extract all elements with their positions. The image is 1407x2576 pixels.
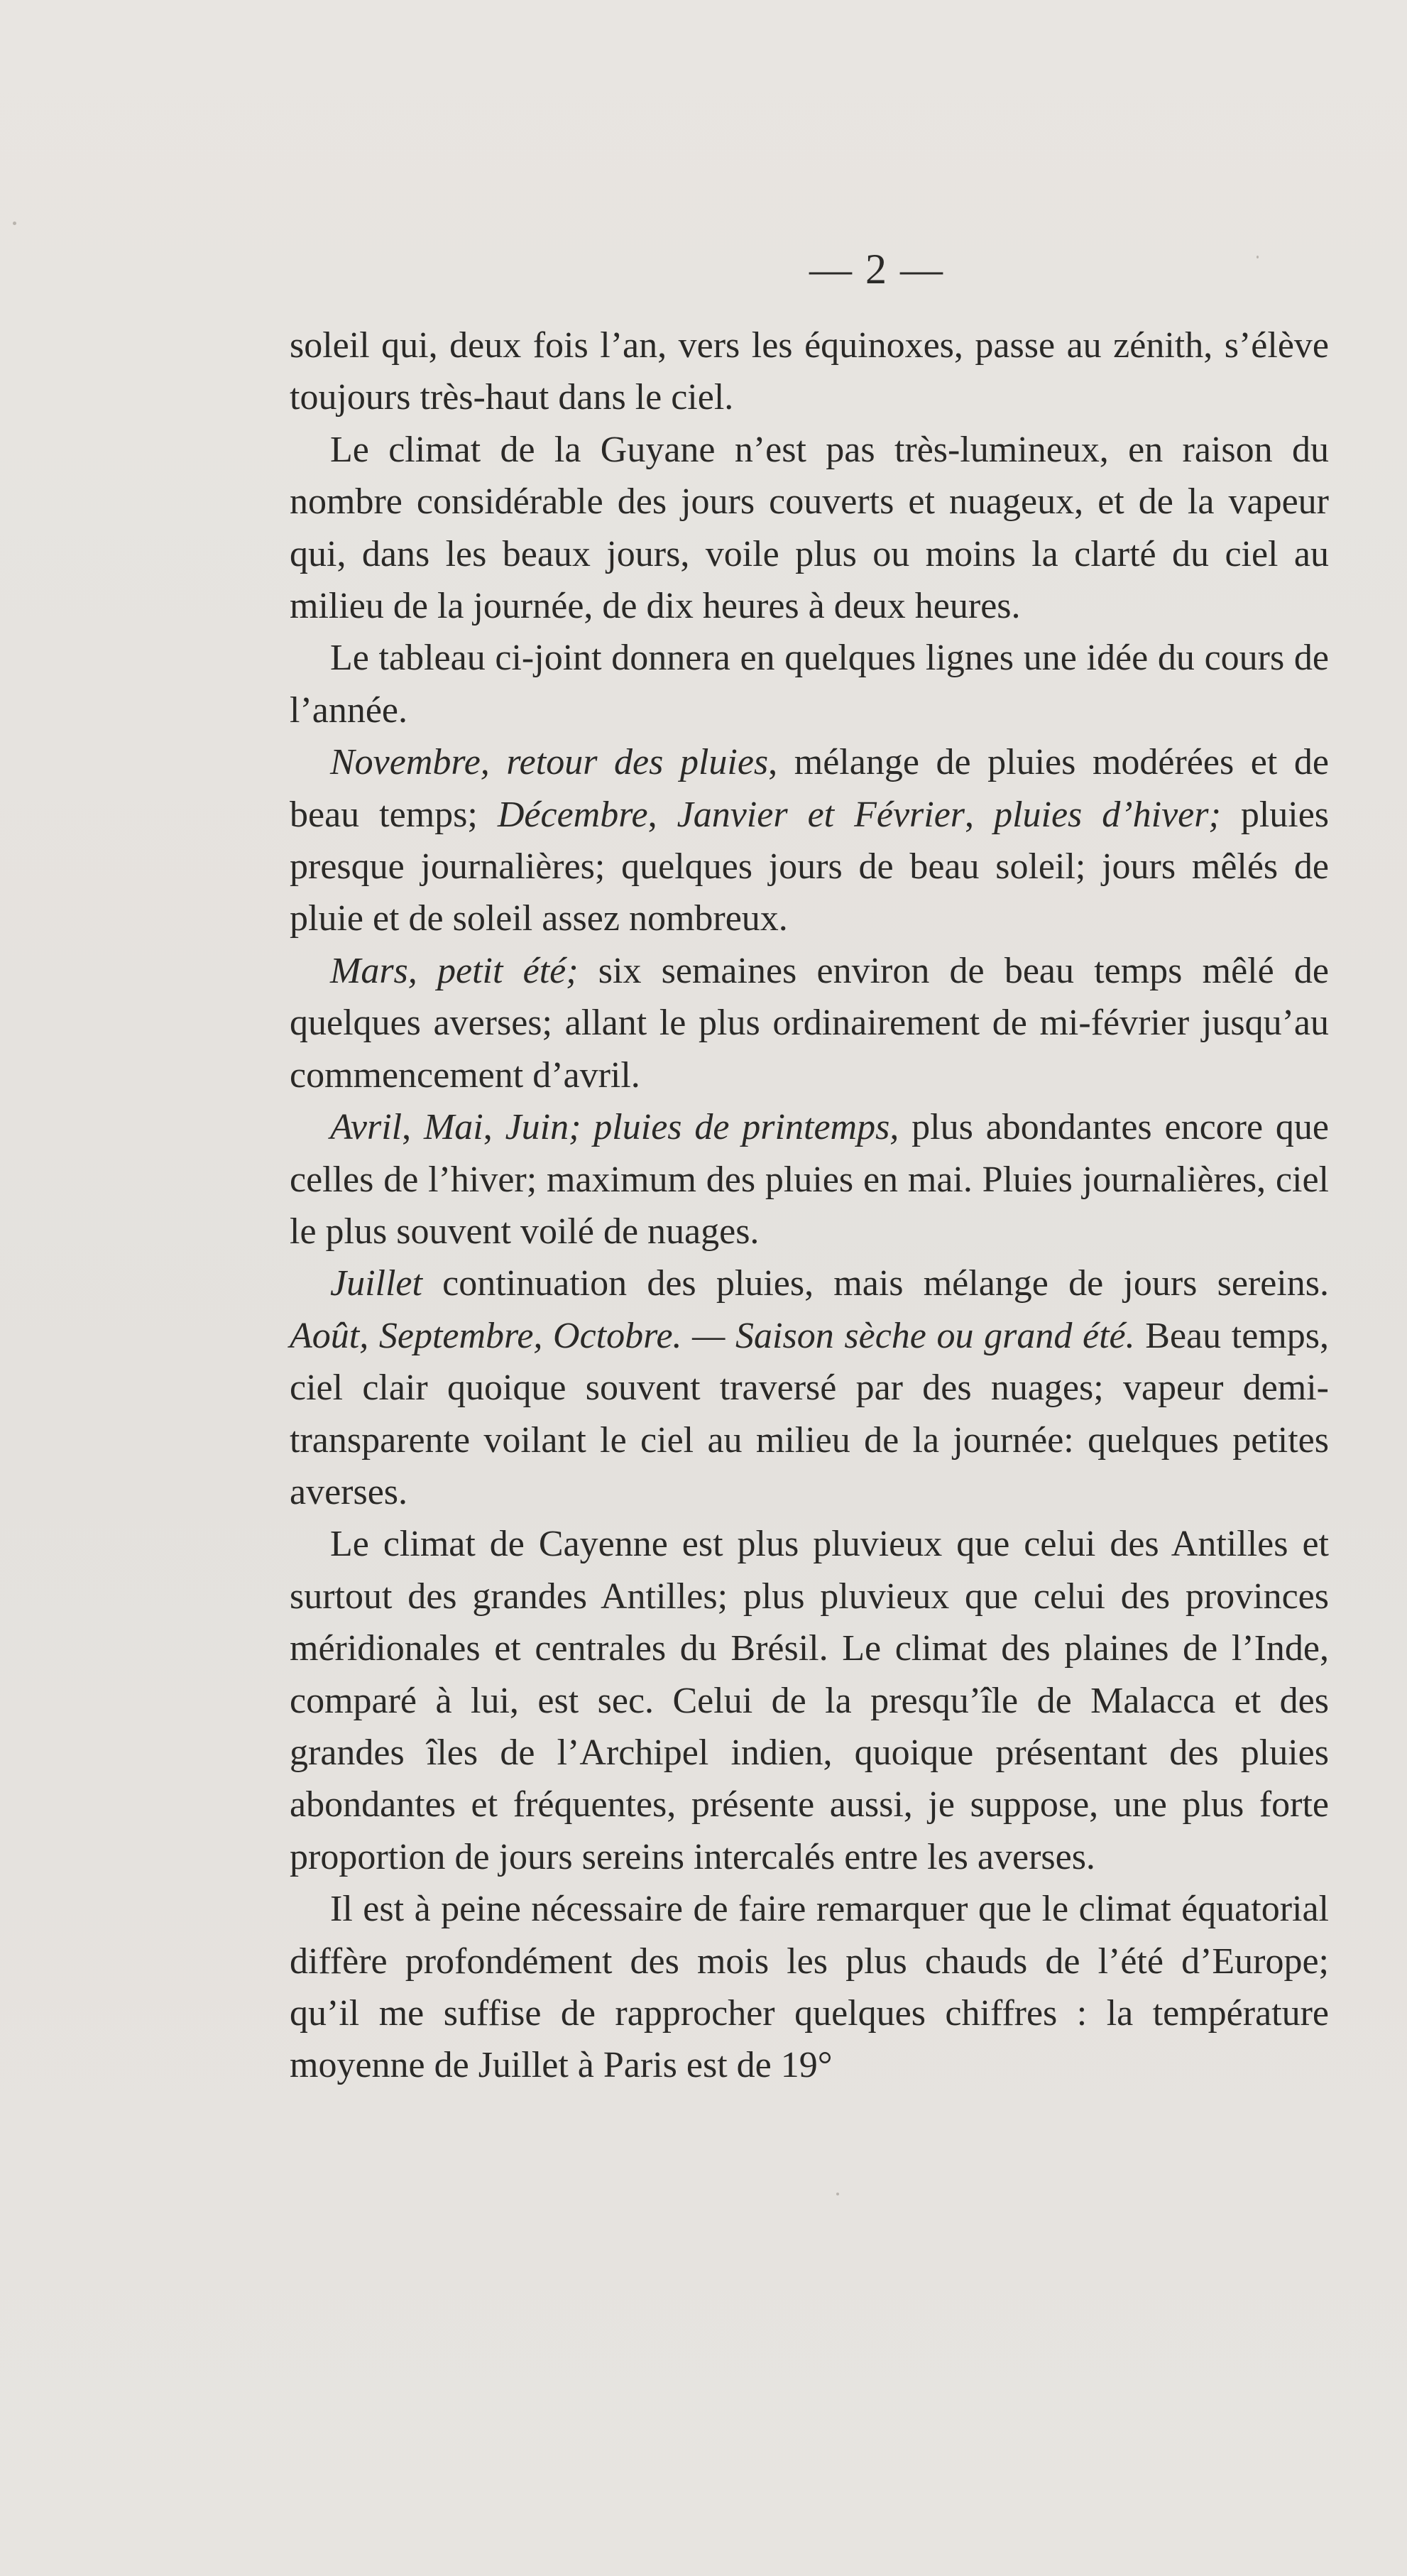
text-run: pluies presque journalières; quelques jours de beau soleil; jours mêlés de pluie et de soleil assez nombreux. [290, 794, 1330, 939]
text-run: Le tableau ci-joint donnera en quelques lignes une idée du cours de l’année. [290, 638, 1329, 731]
paragraph-p2 [290, 424, 1329, 633]
body-text [290, 320, 1329, 2092]
italic-text: Mai [423, 1107, 483, 1148]
paragraph-p5 [290, 945, 1329, 1101]
text-run: , [647, 794, 677, 835]
paragraph-p6 [290, 1101, 1329, 1257]
page-number: — 2 — [809, 246, 944, 293]
text-run: , [402, 1107, 424, 1148]
paragraph-p1 [290, 320, 1329, 424]
paper-speck [13, 222, 16, 225]
italic-text: Juillet [330, 1263, 422, 1304]
italic-text: Août, Septembre, Octobre. — Saison sèche ou grand été. [290, 1315, 1135, 1356]
paragraph-p8 [290, 1518, 1329, 1883]
text-run: Le climat de la Guyane n’est pas très-lumineux, en raison du nombre considérable des jours couverts et nuageux, et de la vapeur qui, dans les beaux jours, voile plus ou moins la clarté du ciel au milieu de la journée, de dix heures à deux heures. [290, 429, 1329, 627]
paragraph-p9 [290, 1883, 1329, 2092]
italic-text: Janvier et Février [677, 794, 965, 835]
text-run: , [483, 1107, 505, 1148]
text-run: continuation des pluies, mais mélange de jours sereins. [422, 1263, 1329, 1304]
text-run: , [965, 794, 995, 835]
text-run: , mélange de pluies modérées et de beau temps; [290, 742, 1329, 835]
text-run: Le climat de Cayenne est plus pluvieux que celui des Antilles et surtout des grandes Antilles; plus pluvieux que celui des provinces méridionales et centrales du Brésil. Le climat des plaines de l’Inde, comparé à lui, est sec. Celui de la presqu’île de Malacca et des grandes îles de l’Archipel indien, quoique présentant des pluies abondantes et fréquentes, présente aussi, je suppose, une plus forte proportion de jours sereins intercalés entre les averses. [290, 1524, 1329, 1877]
text-run: six semaines environ de beau temps mêlé de quelques averses; allant le plus ordinairement de mi-février jusqu’au commencement d’avril. [290, 950, 1329, 1096]
italic-text: Mars, petit été; [330, 950, 579, 991]
italic-text: Novembre, retour des pluies [330, 742, 769, 783]
italic-text: Juin; pluies de printemps, [505, 1107, 899, 1148]
text-run: soleil qui, deux fois l’an, vers les équinoxes, passe au zénith, s’élève toujours très-haut dans le ciel. [290, 325, 1329, 418]
paragraph-p4 [290, 736, 1329, 945]
paragraph-p7 [290, 1257, 1329, 1518]
text-run: Beau temps, ciel clair quoique souvent traversé par des nuages; vapeur demi-transparente voilant le ciel au milieu de la journée: quelques petites averses. [290, 1315, 1329, 1512]
paper-speck [836, 2193, 839, 2195]
italic-text: pluies d’hiver; [994, 794, 1221, 835]
italic-text: Avril [330, 1107, 403, 1148]
italic-text: Décembre [497, 794, 648, 835]
text-run: plus abondantes encore que celles de l’hiver; maximum des pluies en mai. Pluies journalières, ciel le plus souvent voilé de nuages. [290, 1107, 1329, 1252]
paragraph-p3 [290, 632, 1329, 736]
text-run: Il est à peine nécessaire de faire remarquer que le climat équatorial diffère profondément des mois les plus chauds de l’été d’Europe; qu’il me suffise de rapprocher quelques chiffres : la température moyenne de Juillet à Paris est de 19° [290, 1889, 1329, 2086]
